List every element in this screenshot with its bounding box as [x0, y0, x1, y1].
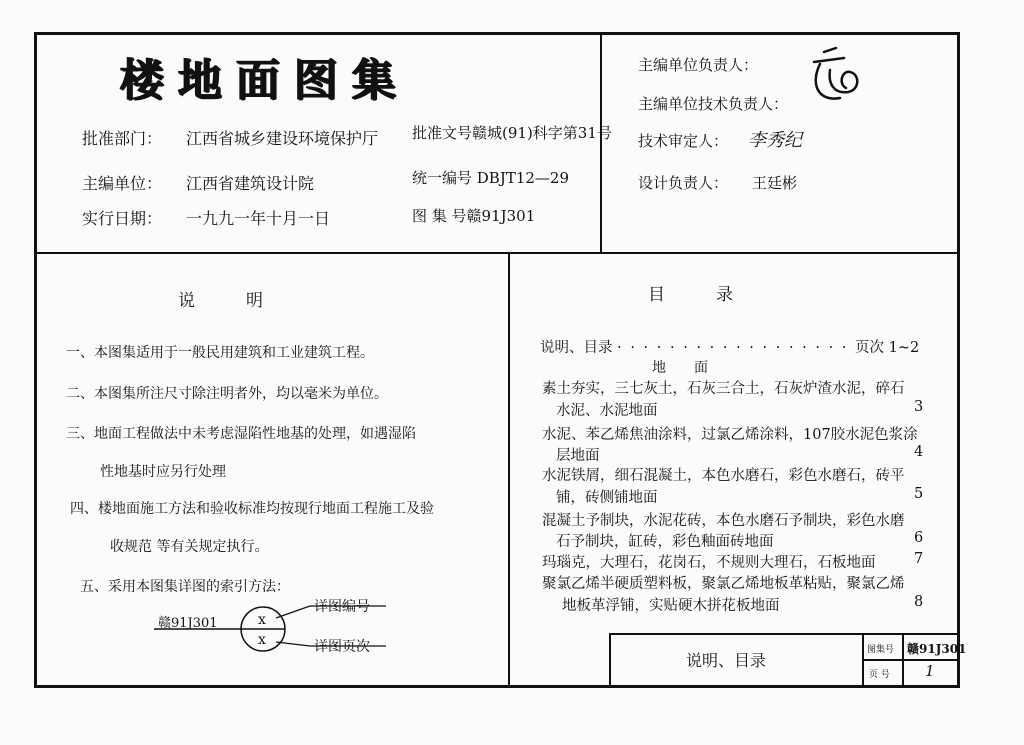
toc-entry-2-line-1: 水泥、苯乙烯焦油涂料，过氯乙烯涂料，107胶水泥色浆涂 [542, 427, 918, 443]
note-item-3-cont: 性地基时应另行处理 [100, 464, 226, 480]
title-block-name: 说明、目录 [686, 651, 767, 670]
toc-entry-2-page: 4 [914, 444, 924, 460]
note-item-5: 五、采用本图集详图的索引方法： [80, 579, 290, 595]
atlas-number: 图 集 号赣91J301 [412, 207, 536, 225]
technical-responsible-label: 主编单位技术负责人： [638, 95, 789, 113]
note-item-4-cont: 收规范 等有关规定执行。 [110, 539, 269, 555]
toc-entry-1-line-1: 素土夯实，三七灰土，石灰三合土，石灰炉渣水泥，碎石 [542, 381, 905, 397]
header-vertical-divider [600, 34, 602, 252]
toc-entry-4-page: 6 [914, 530, 924, 546]
toc-entry-3-line-2: 铺，砖侧铺地面 [556, 490, 658, 506]
note-item-2: 二、本图集所注尺寸除注明者外，均以毫米为单位。 [66, 386, 388, 402]
title-block-page-value: 1 [925, 662, 935, 680]
toc-entry-3-line-1: 水泥铁屑，细石混凝土，本色水磨石，彩色水磨石，砖平 [542, 468, 905, 484]
toc-section-heading: 地 面 [652, 360, 708, 376]
note-item-3: 三、地面工程做法中未考虑湿陷性地基的处理，如遇湿陷 [66, 426, 416, 442]
header-divider [36, 252, 958, 254]
toc-entry-2-line-2: 层地面 [556, 448, 600, 464]
toc-entry-1-line-2: 水泥、水泥地面 [556, 403, 658, 419]
toc-entry-5-page: 7 [914, 551, 924, 567]
toc-heading: 目 录 [648, 285, 733, 305]
effective-date-label: 实行日期： [82, 209, 163, 228]
title-block-page-label: 页 号 [869, 670, 890, 680]
unified-number: 统一编号 DBJT12—29 [412, 169, 570, 187]
toc-entry-6-line-2: 地板革浮铺，实贴硬木拼花板地面 [562, 598, 780, 614]
approval-dept-label: 批准部门： [82, 129, 163, 148]
title-block-atlas-label: 图集号 [867, 645, 895, 655]
toc-entry-1-page: 3 [914, 399, 924, 415]
approval-dept-value: 江西省城乡建设环境保护厅 [186, 129, 379, 148]
approval-doc-number: 批准文号赣城(91)科字第31号 [412, 124, 612, 142]
body-vertical-divider [508, 253, 510, 686]
toc-first-entry [540, 336, 930, 357]
notes-heading: 说 明 [178, 291, 263, 311]
page-title: 楼地面图集 [120, 55, 410, 106]
title-block-row-divider [862, 659, 958, 661]
chief-signature-mark [800, 44, 870, 108]
index-top-caption: 详图编号 [314, 599, 370, 615]
toc-entry-3-page: 5 [914, 486, 924, 502]
editor-unit-value: 江西省建筑设计院 [186, 174, 315, 193]
toc-entry-4-line-1: 混凝土予制块，水泥花砖，本色水磨石予制块，彩色水磨 [542, 513, 905, 529]
toc-first-entry-page: 页次 1~2 [855, 340, 920, 356]
title-block-atlas-value: 赣91J301 [907, 642, 967, 656]
note-item-1: 一、本图集适用于一般民用建筑和工业建筑工程。 [66, 345, 374, 361]
toc-entry-5-line-1: 玛瑙克，大理石，花岗石，不规则大理石，石板地面 [542, 555, 876, 571]
index-top-mark: x [258, 612, 266, 628]
chief-responsible-label: 主编单位负责人： [638, 56, 759, 74]
design-responsible-label: 设计负责人： [638, 174, 729, 192]
toc-entry-6-line-1: 聚氯乙烯半硬质塑料板，聚氯乙烯地板革粘贴，聚氯乙烯 [542, 576, 905, 592]
toc-entry-4-line-2: 石予制块，缸砖，彩色釉面砖地面 [556, 534, 774, 550]
toc-first-entry-text: 说明、目录 [540, 340, 613, 356]
note-item-4: 四、楼地面施工方法和验收标准均按现行地面工程施工及验 [70, 501, 434, 517]
technical-reviewer-label: 技术审定人： [638, 132, 729, 150]
index-series-label: 赣91J301 [158, 616, 218, 631]
toc-leader-dots: · · · · · · · · · · · · · · · · · · [617, 340, 856, 356]
editor-unit-label: 主编单位： [82, 174, 163, 193]
index-bottom-mark: x [258, 632, 266, 648]
effective-date-value: 一九九一年十月一日 [186, 209, 331, 228]
technical-reviewer-signature: 李秀纪 [748, 130, 802, 151]
design-responsible-name: 王廷彬 [752, 174, 798, 192]
toc-entry-6-page: 8 [914, 594, 924, 610]
index-bottom-caption: 详图页次 [314, 639, 370, 655]
